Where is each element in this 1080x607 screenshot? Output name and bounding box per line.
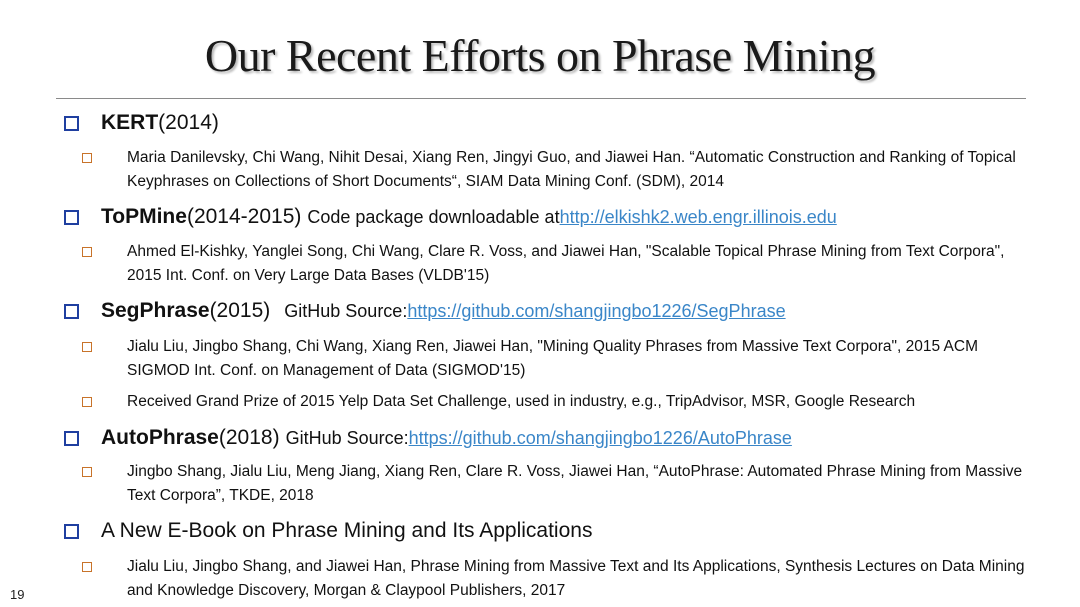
square-bullet-icon: [64, 431, 79, 446]
reference-text: Jingbo Shang, Jialu Liu, Meng Jiang, Xiang Ren, Clare R. Voss, Jiawei Han, “AutoPhrase: Automated Phrase Mining from Massive Text Corpora”, TKDE, 2018: [127, 463, 1023, 504]
segphrase-github-link[interactable]: https://github.com/shangjingbo1226/SegPhrase: [407, 300, 786, 321]
square-subbullet-icon: [82, 247, 92, 257]
square-bullet-icon: [64, 304, 79, 319]
reference-text: Ahmed El-Kishky, Yanglei Song, Chi Wang, Clare R. Voss, and Jiawei Han, "Scalable Topical Phrase Mining from Text Corpora", 2015 Int. Conf. on Very Large Data Bases (VLDB'15): [127, 243, 1005, 284]
square-bullet-icon: [64, 210, 79, 225]
page-number: 19: [10, 587, 25, 602]
project-year: (2014): [158, 111, 219, 134]
project-year: (2015): [209, 299, 271, 322]
project-name: SegPhrase: [101, 299, 210, 322]
bullet-kert: [64, 108, 219, 138]
award-text: Received Grand Prize of 2015 Yelp Data Set Challenge, used in industry, e.g., TripAdvisor, MSR, Google Research: [127, 393, 916, 410]
square-subbullet-icon: [82, 562, 92, 572]
slide-title: Our Recent Efforts on Phrase Mining: [204, 30, 876, 81]
reference-text: Maria Danilevsky, Chi Wang, Nihit Desai, Xiang Ren, Jingyi Guo, and Jiawei Han. “Automatic Construction and Ranking of Topical Keyphrases on Collections of Short Documents“, SIAM Data Mining Conf. (SDM), 2014: [127, 149, 1016, 190]
square-bullet-icon: [64, 116, 79, 131]
project-name: KERT: [101, 111, 159, 134]
square-bullet-icon: [64, 524, 79, 539]
square-subbullet-icon: [82, 153, 92, 163]
bullet-autophrase: [64, 423, 792, 453]
ebook-heading: A New E-Book on Phrase Mining and Its Applications: [101, 519, 593, 542]
project-year: (2014-2015): [186, 205, 302, 228]
project-name: AutoPhrase: [101, 426, 219, 449]
square-subbullet-icon: [82, 397, 92, 407]
project-note: GitHub Source:: [285, 427, 409, 448]
square-subbullet-icon: [82, 467, 92, 477]
autophrase-github-link[interactable]: https://github.com/shangjingbo1226/AutoPhrase: [408, 427, 792, 448]
project-name: ToPMine: [101, 205, 187, 228]
project-note: GitHub Source:: [284, 300, 408, 321]
reference-text: Jialu Liu, Jingbo Shang, and Jiawei Han, Phrase Mining from Massive Text and Its Applications, Synthesis Lectures on Data Mining and Knowledge Discovery, Morgan & Claypool Publishers, 2017: [127, 558, 1025, 599]
bullet-topmine: [64, 202, 837, 232]
bullet-ebook: [64, 516, 592, 546]
bullet-segphrase: [64, 296, 786, 326]
project-note: Code package downloadable at: [307, 206, 560, 227]
square-subbullet-icon: [82, 342, 92, 352]
project-year: (2018): [218, 426, 280, 449]
reference-text: Jialu Liu, Jingbo Shang, Chi Wang, Xiang Ren, Jiawei Han, "Mining Quality Phrases from Massive Text Corpora", 2015 ACM SIGMOD Int. Conf. on Management of Data (SIGMOD'15): [127, 338, 978, 379]
topmine-link[interactable]: http://elkishk2.web.engr.illinois.edu: [559, 206, 837, 227]
